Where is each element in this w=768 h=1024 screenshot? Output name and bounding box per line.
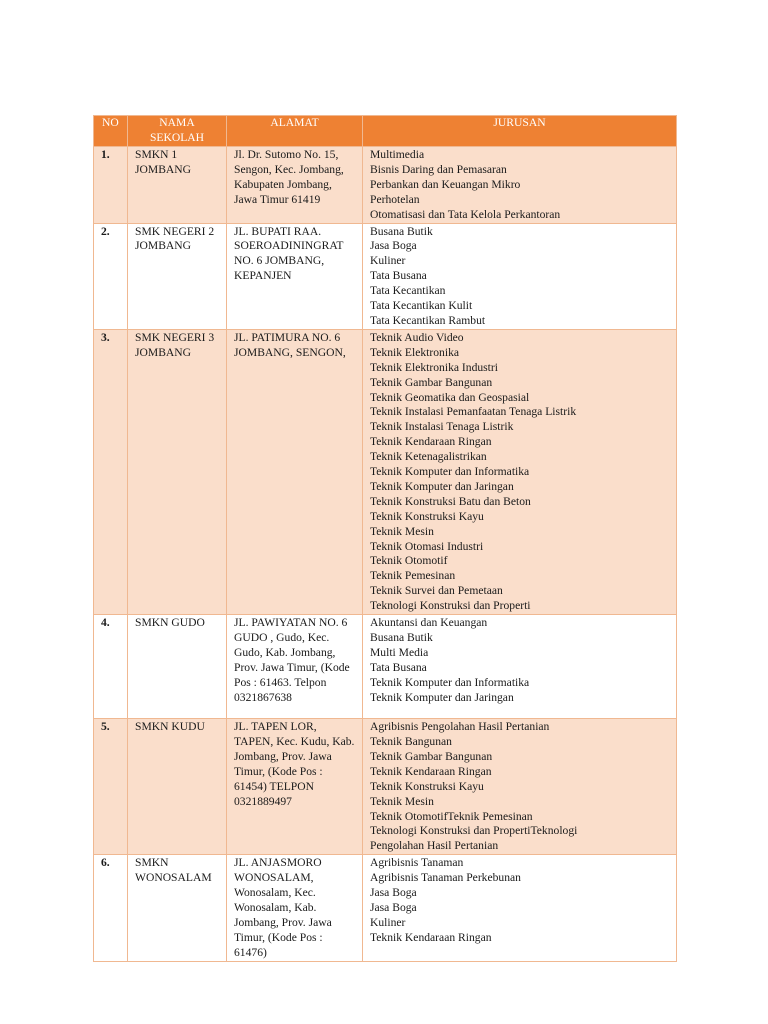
major-item: Pengolahan Hasil Pertanian	[370, 839, 499, 853]
major-item: Tata Kecantikan Kulit	[370, 299, 473, 313]
major-item: Teknik Elektronika	[370, 345, 460, 359]
school-name: SMKN WONOSALAM	[128, 855, 227, 961]
major-item: Teknik Bangunan	[370, 735, 452, 748]
table-row	[94, 719, 677, 855]
school-name: SMKN 1 JOMBANG	[128, 147, 227, 224]
major-item: Kuliner	[370, 254, 406, 268]
major-item: Teknik Gambar Bangunan	[370, 375, 493, 389]
major-list	[363, 719, 677, 855]
major-item: Teknik Kendaraan Ringan	[370, 930, 492, 944]
school-name: SMK NEGERI 2 JOMBANG	[128, 223, 227, 329]
major-item: Perbankan dan Keuangan Mikro	[370, 177, 521, 191]
school-address: JL. PATIMURA NO. 6 JOMBANG, SENGON,	[227, 329, 363, 614]
row-number: 3.	[94, 329, 128, 614]
major-item: Teknik Konstruksi Kayu	[370, 779, 484, 793]
major-item: Teknik Otomasi Industri	[370, 539, 484, 553]
major-list	[363, 329, 677, 614]
major-item: Teknik Komputer dan Informatika	[370, 675, 530, 689]
major-item: Teknik OtomotifTeknik Pemesinan	[370, 809, 533, 823]
major-item: Teknik Kendaraan Ringan	[370, 435, 492, 449]
major-item: Bisnis Daring dan Pemasaran	[370, 162, 507, 176]
school-name: SMKN GUDO	[128, 615, 227, 719]
major-item: Teknik Mesin	[370, 794, 434, 808]
table-row	[94, 329, 677, 614]
major-item: Teknik Kendaraan Ringan	[370, 764, 492, 778]
major-item: Teknik Geomatika dan Geospasial	[370, 390, 530, 404]
major-item: Teknik Mesin	[370, 524, 434, 538]
major-item: Teknik Instalasi Tenaga Listrik	[370, 420, 514, 434]
major-item: Otomatisasi dan Tata Kelola Perkantoran	[370, 207, 561, 221]
school-table	[93, 115, 677, 962]
school-address: JL. BUPATI RAA. SOEROADININGRAT NO. 6 JOMBANG, KEPANJEN	[227, 223, 363, 329]
major-item: Jasa Boga	[370, 239, 417, 253]
table-row	[94, 615, 677, 719]
major-item: Teknik Audio Video	[370, 330, 464, 344]
major-item: Teknik Survei dan Pemetaan	[370, 584, 503, 598]
row-number: 1.	[94, 147, 128, 224]
header-row	[94, 116, 677, 147]
row-number: 6.	[94, 855, 128, 961]
major-item: Tata Busana	[370, 269, 427, 283]
major-list	[363, 615, 677, 719]
major-item: Teknik Komputer dan Informatika	[370, 465, 530, 479]
major-item: Agribisnis Pengolahan Hasil Pertanian	[370, 720, 550, 734]
major-item: Teknik Otomotif	[370, 554, 448, 568]
major-item: Teknik Komputer dan Jaringan	[370, 479, 514, 493]
row-number: 2.	[94, 223, 128, 329]
major-item: Busana Butik	[370, 224, 433, 238]
table-header	[94, 116, 677, 147]
header-no: NO	[94, 116, 128, 147]
major-item: Multi Media	[370, 645, 429, 659]
major-item: Teknik Ketenagalistrikan	[370, 450, 487, 464]
major-item: Perhotelan	[370, 192, 420, 206]
major-item: Jasa Boga	[370, 900, 417, 914]
school-name: SMKN KUDU	[128, 719, 227, 855]
major-list	[363, 855, 677, 961]
major-item: Teknik Gambar Bangunan	[370, 749, 493, 763]
major-list	[363, 147, 677, 224]
major-item: Akuntansi dan Keuangan	[370, 616, 488, 630]
header-nama: NAMA SEKOLAH	[128, 116, 227, 147]
major-item: Teknik Komputer dan Jaringan	[370, 690, 514, 704]
major-item: Tata Kecantikan Rambut	[370, 313, 486, 327]
major-item: Teknik Elektronika Industri	[370, 360, 498, 374]
major-item: Busana Butik	[370, 631, 433, 644]
major-item: Teknik Pemesinan	[370, 569, 456, 583]
table-body	[94, 147, 677, 962]
row-number: 4.	[94, 615, 128, 719]
header-alamat: ALAMAT	[227, 116, 363, 147]
school-address: JL. ANJASMORO WONOSALAM, Wonosalam, Kec. Wonosalam, Kab. Jombang, Prov. Jawa Timur, (Kode Pos : 61476)	[227, 855, 363, 961]
table-row	[94, 855, 677, 961]
school-address: Jl. Dr. Sutomo No. 15, Sengon, Kec. Jombang, Kabupaten Jombang, Jawa Timur 61419	[227, 147, 363, 224]
major-item: Kuliner	[370, 915, 406, 929]
table-row	[94, 147, 677, 224]
row-number: 5.	[94, 719, 128, 855]
header-jurusan: JURUSAN	[363, 116, 677, 147]
major-item: Tata Kecantikan	[370, 284, 446, 298]
major-item: Jasa Boga	[370, 886, 417, 900]
major-item: Agribisnis Tanaman	[370, 856, 464, 870]
major-item: Teknik Konstruksi Batu dan Beton	[370, 494, 531, 508]
major-list	[363, 223, 677, 329]
school-name: SMK NEGERI 3 JOMBANG	[128, 329, 227, 614]
major-item: Teknik Instalasi Pemanfaatan Tenaga Listrik	[370, 405, 577, 419]
major-item: Tata Busana	[370, 660, 427, 674]
school-address: JL. PAWIYATAN NO. 6 GUDO , Gudo, Kec. Gudo, Kab. Jombang, Prov. Jawa Timur, (Kode Pos : 61463. Telpon 0321867638	[227, 615, 363, 719]
major-item: Teknologi Konstruksi dan Properti	[370, 599, 531, 613]
major-item: Multimedia	[370, 148, 425, 161]
major-item: Teknologi Konstruksi dan PropertiTeknologi	[370, 824, 578, 838]
major-item: Agribisnis Tanaman Perkebunan	[370, 871, 521, 885]
table-row	[94, 223, 677, 329]
school-address: JL. TAPEN LOR, TAPEN, Kec. Kudu, Kab. Jombang, Prov. Jawa Timur, (Kode Pos : 61454) TELPON 0321889497	[227, 719, 363, 855]
major-item: Teknik Konstruksi Kayu	[370, 509, 484, 523]
